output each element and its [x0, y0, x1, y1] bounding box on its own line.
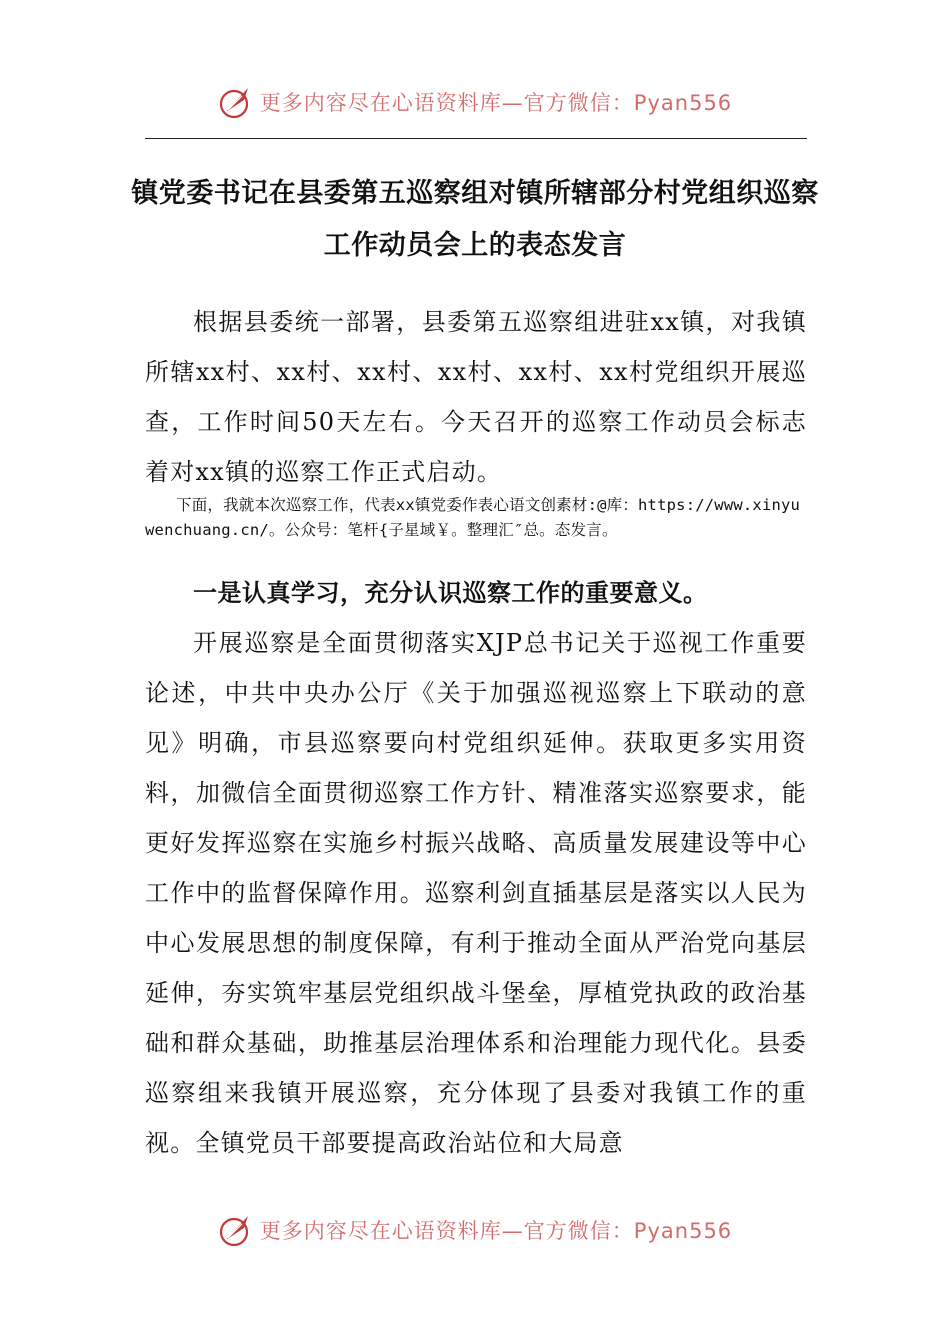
quill-pen-logo-icon [218, 84, 254, 120]
document-title [130, 168, 820, 272]
inserted-note: 下面，我就本次巡察工作，代表xx镇党委作表心语文创素材:@库：https://www.xinyuwenchuang.cn/。公众号：笔杆{子星域￥。整理汇″总。态发言。 [145, 496, 801, 539]
footer-banner-text: 更多内容尽在心语资料库—官方微信：Pyan556 [259, 1219, 733, 1243]
quill-pen-logo-icon [218, 1212, 254, 1248]
footer-banner [0, 1208, 950, 1252]
header-banner-text: 更多内容尽在心语资料库—官方微信：Pyan556 [259, 91, 733, 115]
header-divider [145, 138, 807, 139]
paragraph-section-1: 开展巡察是全面贯彻落实XJP总书记关于巡视工作重要论述，中共中央办公厅《关于加强巡视巡察上下联动的意见》明确，市县巡察要向村党组织延伸。获取更多实用资料，加微信全面贯彻巡察工作方针、精准落实巡察要求，能更好发挥巡察在实施乡村振兴战略、高质量发展建设等中心工作中的监督保障作用。巡察利剑直插基层是落实以人民为中心发展思想的制度保障，有利于推动全面从严治党向基层延伸，夯实筑牢基层党组织战斗堡垒，厚植党执政的政治基础和群众基础，助推基层治理体系和治理能力现代化。县委巡察组来我镇开展巡察，充分体现了县委对我镇工作的重视。全镇党员干部要提高政治站位和大局意 [145, 629, 807, 1157]
title-line-1: 镇党委书记在县委第五巡察组对镇所辖部分村党组织巡察 [131, 178, 819, 209]
title-line-2: 工作动员会上的表态发言 [323, 230, 627, 261]
paragraph-intro: 根据县委统一部署，县委第五巡察组进驻xx镇，对我镇所辖xx村、xx村、xx村、xx村、xx村、xx村党组织开展巡查，工作时间50天左右。今天召开的巡察工作动员会标志着对xx镇的巡察工作正式启动。 [145, 308, 807, 486]
section-heading-1: 一是认真学习，充分认识巡察工作的重要意义。 [193, 579, 708, 607]
header-banner [0, 80, 950, 124]
